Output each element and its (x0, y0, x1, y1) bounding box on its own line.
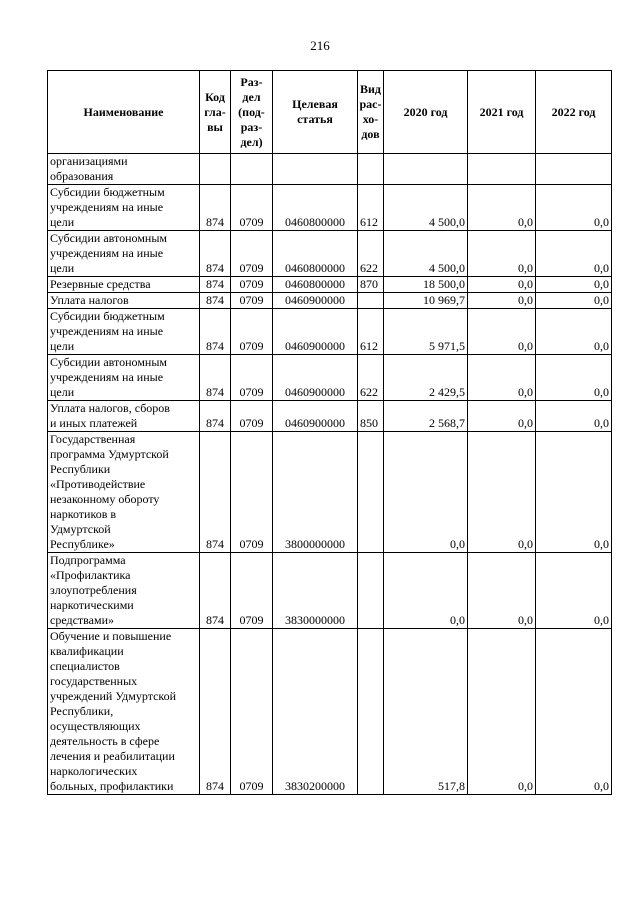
cell-chapter-code (200, 154, 231, 185)
cell-name: Уплата налогов (48, 293, 200, 309)
cell-year-2022: 0,0 (536, 231, 612, 277)
cell-target-article: 0460900000 (273, 355, 358, 401)
cell-name: Обучение и повышение квалификации специалистов государственных учреждений Удмуртской Республики, осуществляющих деятельность в сфере лечения и реабилитации наркологических больных, профилактики (48, 629, 200, 795)
cell-section: 0709 (231, 309, 273, 355)
cell-year-2020: 2 429,5 (384, 355, 468, 401)
cell-chapter-code: 874 (200, 553, 231, 629)
cell-target-article: 3800000000 (273, 432, 358, 553)
cell-year-2021: 0,0 (468, 432, 536, 553)
header-year-2020: 2020 год (384, 71, 468, 154)
cell-chapter-code: 874 (200, 231, 231, 277)
cell-expense-type: 870 (358, 277, 384, 293)
table-row (48, 355, 612, 401)
cell-year-2022: 0,0 (536, 629, 612, 795)
cell-section: 0709 (231, 432, 273, 553)
cell-section: 0709 (231, 293, 273, 309)
cell-expense-type: 612 (358, 185, 384, 231)
cell-name: Субсидии бюджетным учреждениям на иные цели (48, 185, 200, 231)
cell-year-2022 (536, 154, 612, 185)
cell-year-2020: 4 500,0 (384, 185, 468, 231)
table-header-row (48, 71, 612, 154)
cell-year-2021 (468, 154, 536, 185)
cell-year-2021: 0,0 (468, 629, 536, 795)
cell-target-article: 0460900000 (273, 293, 358, 309)
cell-year-2022: 0,0 (536, 432, 612, 553)
cell-target-article: 0460800000 (273, 185, 358, 231)
table-row (48, 277, 612, 293)
cell-chapter-code: 874 (200, 185, 231, 231)
cell-expense-type (358, 293, 384, 309)
cell-year-2022: 0,0 (536, 277, 612, 293)
cell-name: Субсидии автономным учреждениям на иные цели (48, 355, 200, 401)
cell-chapter-code: 874 (200, 401, 231, 432)
cell-section: 0709 (231, 231, 273, 277)
cell-year-2020: 4 500,0 (384, 231, 468, 277)
cell-year-2020 (384, 154, 468, 185)
cell-target-article: 3830200000 (273, 629, 358, 795)
cell-year-2020: 0,0 (384, 553, 468, 629)
cell-year-2021: 0,0 (468, 401, 536, 432)
cell-year-2020: 10 969,7 (384, 293, 468, 309)
cell-target-article (273, 154, 358, 185)
cell-year-2021: 0,0 (468, 277, 536, 293)
cell-year-2022: 0,0 (536, 553, 612, 629)
table-row (48, 432, 612, 553)
table-row (48, 185, 612, 231)
cell-chapter-code: 874 (200, 355, 231, 401)
cell-target-article: 0460800000 (273, 231, 358, 277)
cell-chapter-code: 874 (200, 629, 231, 795)
cell-year-2021: 0,0 (468, 293, 536, 309)
cell-chapter-code: 874 (200, 277, 231, 293)
cell-target-article: 0460900000 (273, 309, 358, 355)
cell-section: 0709 (231, 401, 273, 432)
cell-expense-type: 612 (358, 309, 384, 355)
cell-section: 0709 (231, 553, 273, 629)
cell-name: организациями образования (48, 154, 200, 185)
cell-year-2020: 2 568,7 (384, 401, 468, 432)
table-row (48, 154, 612, 185)
cell-year-2021: 0,0 (468, 185, 536, 231)
table-row (48, 401, 612, 432)
cell-name: Субсидии бюджетным учреждениям на иные цели (48, 309, 200, 355)
cell-year-2020: 5 971,5 (384, 309, 468, 355)
cell-expense-type: 850 (358, 401, 384, 432)
cell-year-2020: 18 500,0 (384, 277, 468, 293)
header-target-article: Целевая статья (273, 71, 358, 154)
cell-year-2022: 0,0 (536, 293, 612, 309)
header-section: Раз- дел (под- раз- дел) (231, 71, 273, 154)
page-number: 216 (310, 38, 330, 53)
cell-expense-type (358, 432, 384, 553)
cell-target-article: 0460800000 (273, 277, 358, 293)
cell-name: Уплата налогов, сборов и иных платежей (48, 401, 200, 432)
cell-expense-type (358, 629, 384, 795)
header-name: Наименование (48, 71, 200, 154)
cell-chapter-code: 874 (200, 309, 231, 355)
table-row (48, 629, 612, 795)
cell-chapter-code: 874 (200, 432, 231, 553)
cell-year-2021: 0,0 (468, 553, 536, 629)
cell-chapter-code: 874 (200, 293, 231, 309)
cell-target-article: 3830000000 (273, 553, 358, 629)
cell-target-article: 0460900000 (273, 401, 358, 432)
header-year-2021: 2021 год (468, 71, 536, 154)
header-chapter-code: Код гла- вы (200, 71, 231, 154)
budget-table (47, 70, 612, 795)
cell-expense-type (358, 553, 384, 629)
table-row (48, 231, 612, 277)
cell-section (231, 154, 273, 185)
cell-name: Резервные средства (48, 277, 200, 293)
table-row (48, 293, 612, 309)
cell-year-2022: 0,0 (536, 401, 612, 432)
cell-expense-type: 622 (358, 231, 384, 277)
header-expense-type: Вид рас- хо- дов (358, 71, 384, 154)
cell-expense-type (358, 154, 384, 185)
cell-year-2022: 0,0 (536, 355, 612, 401)
cell-name: Государственная программа Удмуртской Республики «Противодействие незаконному обороту наркотиков в Удмуртской Республике» (48, 432, 200, 553)
cell-name: Субсидии автономным учреждениям на иные цели (48, 231, 200, 277)
cell-year-2021: 0,0 (468, 309, 536, 355)
cell-year-2020: 517,8 (384, 629, 468, 795)
cell-year-2020: 0,0 (384, 432, 468, 553)
table-row (48, 309, 612, 355)
cell-name: Подпрограмма «Профилактика злоупотребления наркотическими средствами» (48, 553, 200, 629)
cell-year-2022: 0,0 (536, 309, 612, 355)
cell-year-2021: 0,0 (468, 231, 536, 277)
cell-section: 0709 (231, 185, 273, 231)
header-year-2022: 2022 год (536, 71, 612, 154)
cell-year-2021: 0,0 (468, 355, 536, 401)
cell-expense-type: 622 (358, 355, 384, 401)
cell-section: 0709 (231, 277, 273, 293)
cell-section: 0709 (231, 629, 273, 795)
cell-year-2022: 0,0 (536, 185, 612, 231)
table-row (48, 553, 612, 629)
cell-section: 0709 (231, 355, 273, 401)
